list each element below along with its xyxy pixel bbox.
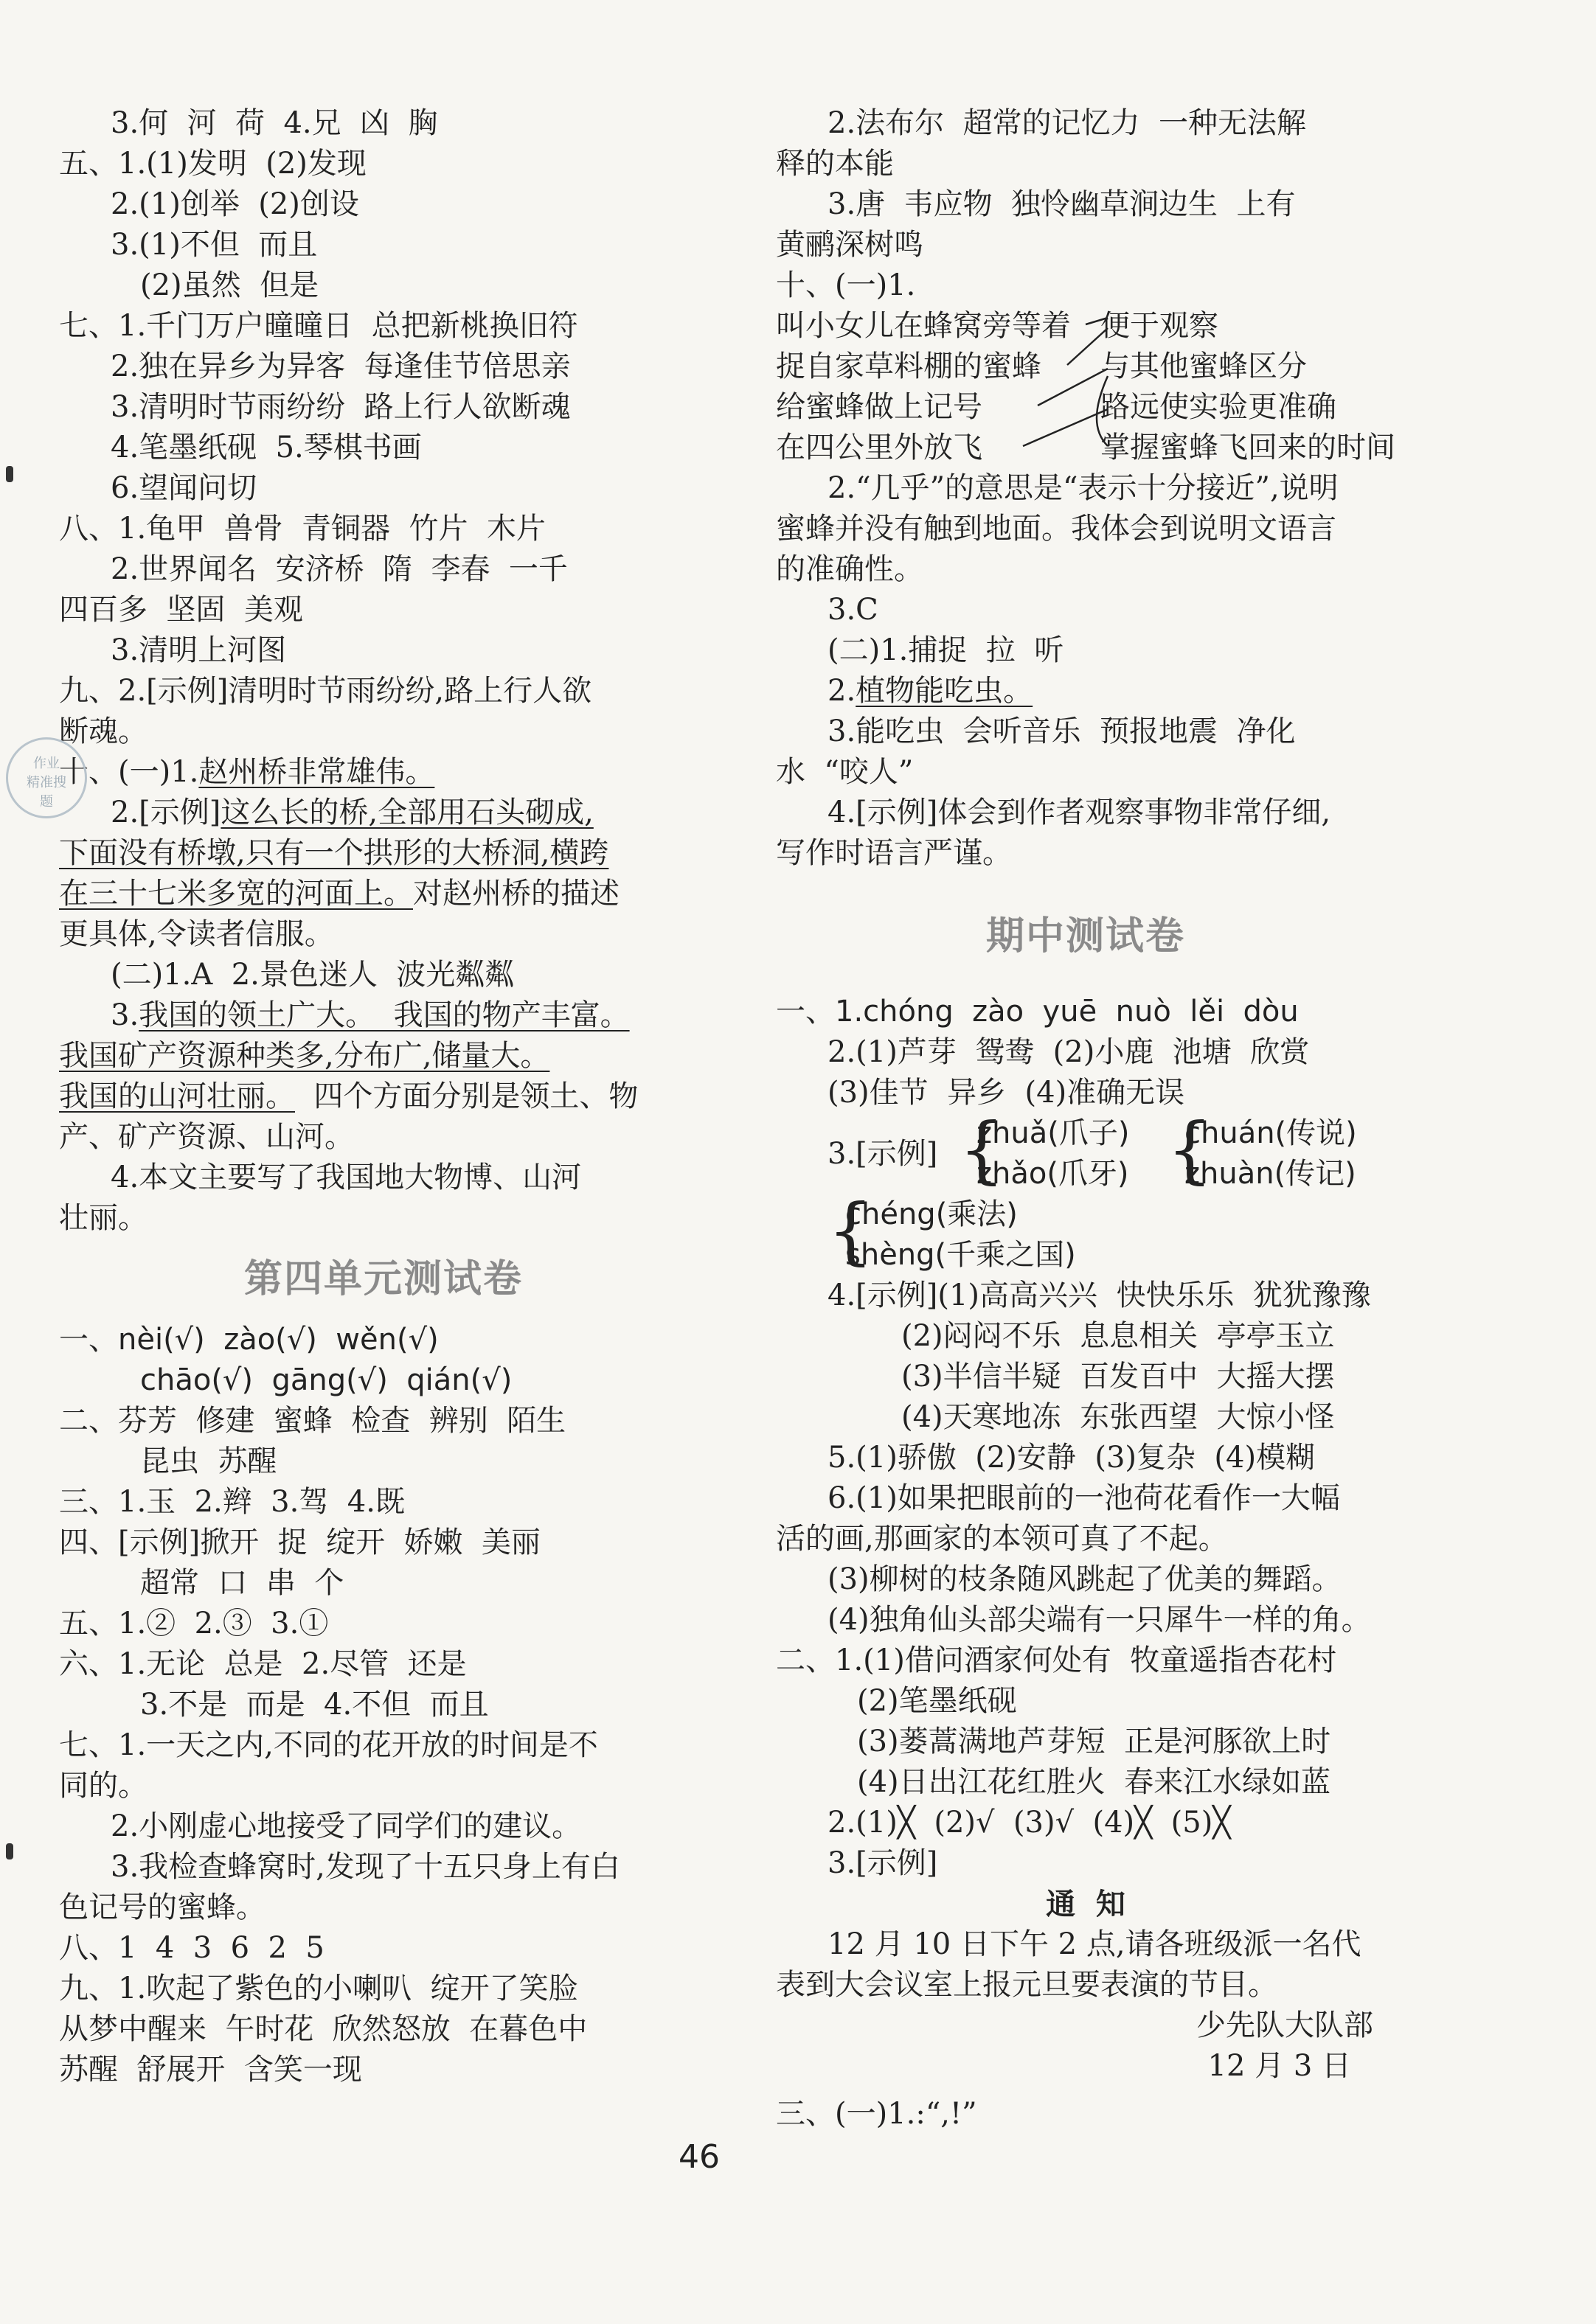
- answer-line: 产、矿产资源、山河。: [59, 1120, 354, 1154]
- answer-line: 2.小刚虚心地接受了同学们的建议。: [111, 1809, 582, 1843]
- answer-line: 七、1.一天之内,不同的花开放的时间是不: [59, 1728, 598, 1762]
- answer-line: (3)柳树的枝条随风跳起了优美的舞蹈。: [828, 1562, 1342, 1596]
- answer-line: 一、1.chóng zào yuē nuò lěi dòu: [776, 995, 1299, 1029]
- answer-line: 水 “咬人”: [776, 755, 914, 789]
- answer-line: 2.(1)芦芽 鸳鸯 (2)小鹿 池塘 欣赏: [828, 1035, 1310, 1069]
- answer-line: 2.(1)创举 (2)创设: [111, 187, 359, 221]
- right-answers-part2: [776, 468, 1395, 874]
- midterm-answers-part2: [776, 1276, 1395, 1884]
- answer-line: 二、1.(1)借问酒家何处有 牧童遥指杏花村: [776, 1643, 1337, 1677]
- match-left-item: 给蜜蜂做上记号: [776, 390, 982, 424]
- answer-line: 3.我国的领土广大。 我国的物产丰富。: [111, 998, 630, 1032]
- left-answers-part2: [59, 1320, 708, 2090]
- answer-line: 黄鹂深树鸣: [776, 228, 923, 262]
- answer-line: 壮丽。: [59, 1201, 148, 1235]
- answer-line: 3.不是 而是 4.不但 而且: [140, 1688, 489, 1722]
- answer-line: 4.[示例](1)高高兴兴 快快乐乐 犹犹豫豫: [828, 1278, 1371, 1312]
- page-number: 46: [679, 2138, 720, 2176]
- pinyin-zhuan: zhuàn(传记): [1184, 1157, 1356, 1191]
- answer-line: 蜜蜂并没有触到地面。我体会到说明文语言: [776, 512, 1336, 546]
- answer-line: 八、1 4 3 6 2 5: [59, 1931, 325, 1965]
- answer-line: 我国矿产资源种类多,分布广,储量大。: [59, 1039, 550, 1073]
- answer-line: (二)1.A 2.景色迷人 波光粼粼: [111, 958, 515, 992]
- answer-line: 5.(1)骄傲 (2)安静 (3)复杂 (4)模糊: [828, 1441, 1316, 1475]
- answer-line: 四百多 坚固 美观: [59, 593, 303, 627]
- match-right-item: 路远使实验更准确: [1100, 390, 1336, 424]
- answer-line: 3.(1)不但 而且: [111, 228, 318, 262]
- answer-line: 2.独在异乡为异客 每逢佳节倍思亲: [111, 349, 571, 383]
- pinyin-zhao: zhǎo(爪牙): [976, 1157, 1129, 1191]
- answer-line: 3.何 河 荷 4.兄 凶 胸: [111, 106, 438, 140]
- answer-line: 2.[示例]这么长的桥,全部用石头砌成,: [111, 796, 594, 829]
- answer-line: chāo(√) gāng(√) qián(√): [140, 1363, 513, 1397]
- answer-line: 八、1.龟甲 兽骨 青铜器 竹片 木片: [59, 512, 546, 546]
- answer-line: 3.能吃虫 会听音乐 预报地震 净化: [828, 714, 1296, 748]
- answer-line: 3.唐 韦应物 独怜幽草涧边生 上有: [828, 187, 1296, 221]
- midterm-answers-part1: [776, 992, 1395, 1113]
- polyphone-example-block: [776, 1108, 1395, 1194]
- match-left-item: 在四公里外放飞: [776, 431, 982, 465]
- match-left-item: 叫小女儿在蜂窝旁等着: [776, 309, 1071, 343]
- answer-line: 在三十七米多宽的河面上。对赵州桥的描述: [59, 877, 620, 911]
- match-right-item: 便于观察: [1100, 309, 1218, 343]
- answer-line: 七、1.千门万户曈曈日 总把新桃换旧符: [59, 309, 578, 343]
- matching-lines: [997, 306, 1115, 468]
- answer-line: (2)虽然 但是: [140, 268, 319, 302]
- pinyin-chuan: chuán(传说): [1184, 1116, 1357, 1150]
- answer-line: 3.清明上河图: [111, 633, 287, 667]
- left-brace-icon: {: [959, 1108, 1005, 1192]
- answer-line: 我国的山河壮丽。 四个方面分别是领土、物: [59, 1079, 639, 1113]
- matching-diagram: [776, 306, 1395, 468]
- answer-line: 2.(1)╳ (2)√ (3)√ (4)╳ (5)╳: [828, 1806, 1231, 1840]
- answer-line: (2)笔墨纸砚: [857, 1684, 1017, 1718]
- answer-line: 一、nèi(√) zào(√) wěn(√): [59, 1323, 439, 1357]
- answer-line: 4.笔墨纸砚 5.琴棋书画: [111, 431, 422, 465]
- answer-line: 写作时语言严谨。: [776, 836, 1012, 870]
- answer-line: 十、(一)1.: [776, 268, 916, 302]
- pinyin-zhua: zhuǎ(爪子): [976, 1116, 1130, 1150]
- answer-line: 五、1.(1)发明 (2)发现: [59, 147, 367, 181]
- answer-line: 4.[示例]体会到作者观察事物非常仔细,: [828, 796, 1331, 829]
- left-brace-icon: {: [828, 1189, 874, 1273]
- watermark-stamp: 作业 精准搜 题: [6, 737, 87, 818]
- section3-answer: 三、(一)1.:“,!”: [776, 2097, 977, 2131]
- answer-line: 苏醒 舒展开 含笑一现: [59, 2053, 362, 2087]
- answer-line: 的准确性。: [776, 552, 923, 586]
- answer-line: (3)蒌蒿满地芦芽短 正是河豚欲上时: [857, 1725, 1331, 1758]
- left-brace-icon: {: [1167, 1108, 1213, 1192]
- answer-line: 4.本文主要写了我国地大物博、山河: [111, 1161, 582, 1194]
- match-right-item: 与其他蜜蜂区分: [1100, 349, 1307, 383]
- answer-line: 3.[示例]: [828, 1846, 938, 1880]
- pinyin-sheng: shèng(千乘之国): [845, 1238, 1076, 1272]
- match-right-item: 掌握蜜蜂飞回来的时间: [1100, 431, 1395, 465]
- answer-line: 6.望闻问切: [111, 471, 257, 505]
- answer-line: 五、1.② 2.③ 3.①: [59, 1607, 329, 1641]
- answer-line: (二)1.捕捉 拉 听: [828, 633, 1064, 667]
- notice-date: 12 月 3 日: [1207, 2049, 1351, 2083]
- brace-prefix: 3.[示例]: [828, 1137, 938, 1171]
- answer-line: 断魂。: [59, 714, 148, 748]
- right-column: [776, 103, 1395, 2135]
- notice-title: 通 知: [1046, 1887, 1125, 1921]
- matching-right-items: [1100, 306, 1395, 468]
- midterm-test-title: 期中测试卷: [985, 914, 1185, 959]
- right-answers-part1: [776, 103, 1395, 306]
- edge-mark: [6, 1843, 13, 1859]
- answer-line: (4)日出江花红胜火 春来江水绿如蓝: [857, 1765, 1331, 1799]
- answer-line: 十、(一)1.赵州桥非常雄伟。: [59, 755, 435, 789]
- answer-line: (2)闷闷不乐 息息相关 亭亭玉立: [901, 1319, 1335, 1353]
- answer-line: 3.C: [828, 593, 878, 627]
- left-column: [59, 103, 708, 2090]
- notice-body-line1: 12 月 10 日下午 2 点,请各班级派一名代: [828, 1927, 1361, 1961]
- answer-line: 六、1.无论 总是 2.尽管 还是: [59, 1647, 467, 1681]
- answer-line: 下面没有桥墩,只有一个拱形的大桥洞,横跨: [59, 836, 609, 870]
- answer-line: 三、1.玉 2.辫 3.驾 4.既: [59, 1485, 405, 1519]
- answer-line: 释的本能: [776, 147, 894, 181]
- answer-line: 昆虫 苏醒: [140, 1444, 277, 1478]
- answer-line: (4)天寒地冻 东张西望 大惊小怪: [901, 1400, 1335, 1434]
- answer-line: 九、2.[示例]清明时节雨纷纷,路上行人欲: [59, 674, 592, 708]
- left-answers-part1: [59, 103, 708, 1239]
- answer-line: 同的。: [59, 1769, 148, 1803]
- notice-body-line2: 表到大会议室上报元旦要表演的节目。: [776, 1968, 1277, 2002]
- unit4-test-title: 第四单元测试卷: [243, 1256, 523, 1301]
- answer-line: 从梦中醒来 午时花 欣然怒放 在暮色中: [59, 2012, 588, 2046]
- answer-line: 2.法布尔 超常的记忆力 一种无法解: [828, 106, 1307, 140]
- answer-line: 二、芬芳 修建 蜜蜂 检查 辨别 陌生: [59, 1404, 566, 1438]
- answer-line: (4)独角仙头部尖端有一只犀牛一样的角。: [828, 1603, 1371, 1637]
- edge-mark: [6, 466, 13, 482]
- answer-line: 2.世界闻名 安济桥 隋 李春 一千: [111, 552, 568, 586]
- match-left-item: 捉自家草料棚的蜜蜂: [776, 349, 1041, 383]
- answer-line: 3.我检查蜂窝时,发现了十五只身上有白: [111, 1850, 620, 1884]
- pinyin-cheng: chéng(乘法): [845, 1197, 1018, 1231]
- notice-signature: 少先队大队部: [1196, 2008, 1373, 2042]
- answer-line: 3.清明时节雨纷纷 路上行人欲断魂: [111, 390, 571, 424]
- answer-line: (3)半信半疑 百发百中 大摇大摆: [901, 1360, 1335, 1394]
- answer-line: 2.“几乎”的意思是“表示十分接近”,说明: [828, 471, 1339, 505]
- answer-line: 更具体,令读者信服。: [59, 917, 334, 951]
- answer-line: 色记号的蜜蜂。: [59, 1890, 266, 1924]
- answer-line: 6.(1)如果把眼前的一池荷花看作一大幅: [828, 1481, 1340, 1515]
- answer-line: 活的画,那画家的本领可真了不起。: [776, 1522, 1228, 1556]
- polyphone-example-block-2: [776, 1189, 1395, 1276]
- answer-line: (3)佳节 异乡 (4)准确无误: [828, 1076, 1185, 1110]
- answer-line: 九、1.吹起了紫色的小喇叭 绽开了笑脸: [59, 1972, 578, 2005]
- answer-line: 2.植物能吃虫。: [828, 674, 1033, 708]
- answer-line: 超常 口 串 个: [140, 1566, 344, 1600]
- answer-line: 四、[示例]掀开 捉 绽开 娇嫩 美丽: [59, 1525, 541, 1559]
